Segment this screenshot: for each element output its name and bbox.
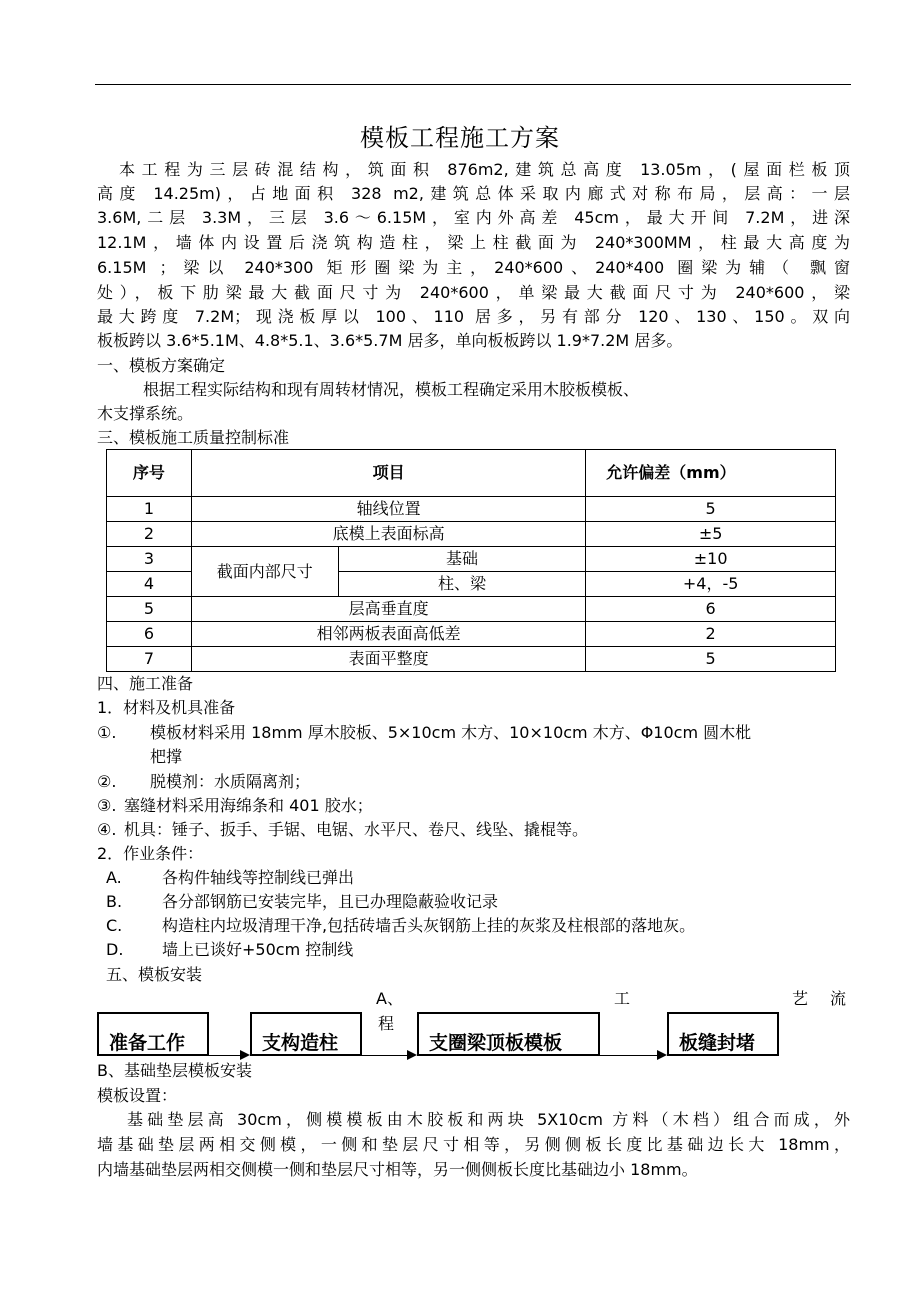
flow-step: 支构造柱	[250, 1012, 362, 1056]
table-row	[107, 622, 836, 647]
intro-line: 本工程为三层砖混结构，筑面积 876m2,建筑总高度 13.05m，(屋面栏板顶	[119, 160, 850, 179]
flow-label-b: 工	[614, 989, 631, 1008]
cell-no: 3	[107, 547, 192, 572]
flow-label-c: 艺	[792, 989, 809, 1008]
list-item: 塞缝材料采用海绵条和 401 胶水；	[124, 796, 373, 815]
settings-label: 模板设置：	[97, 1086, 178, 1105]
header-item: 项目	[191, 450, 585, 497]
section-heading: 五、模板安装	[106, 965, 203, 984]
cell-tolerance: ±10	[586, 547, 836, 572]
paragraph-line: 内墙基础垫层两相交侧模一侧和垫层尺寸相等，另一侧侧板长度比基础边小 18mm。	[97, 1160, 698, 1179]
list-marker: ②.	[97, 772, 117, 791]
section-heading: 一、模板方案确定	[97, 356, 226, 375]
table-row	[107, 497, 836, 522]
cell-tolerance: 2	[586, 622, 836, 647]
section-heading: 三、模板施工质量控制标准	[97, 428, 290, 447]
cell-no: 5	[107, 597, 192, 622]
cell-tolerance: ±5	[586, 522, 836, 547]
quality-standard-table	[106, 449, 836, 672]
list-marker: A.	[106, 868, 122, 887]
cell-tolerance: 5	[586, 647, 836, 672]
paragraph-line: 根据工程实际结构和现有周转材情况，模板工程确定采用木胶板模板、	[143, 380, 640, 399]
flow-label-d: 流	[830, 989, 847, 1008]
subsection-heading: 2．作业条件：	[97, 844, 204, 863]
list-item: 各构件轴线等控制线已弹出	[162, 868, 355, 887]
cell-no: 7	[107, 647, 192, 672]
cell-item: 层高垂直度	[191, 597, 585, 622]
intro-line: 12.1M，墙体内设置后浇筑构造柱，梁上柱截面为 240*300MM，柱最大高度为	[97, 233, 850, 252]
paragraph-line: 墙基础垫层两相交侧模，一侧和垫层尺寸相等，另侧侧板长度比基础边长大 18mm，	[97, 1135, 850, 1154]
list-item: 各分部钢筋已安装完毕，且已办理隐蔽验收记录	[162, 892, 499, 911]
list-marker: D.	[106, 940, 124, 959]
table-row	[107, 597, 836, 622]
intro-line: 3.6M,二层 3.3M，三层 3.6～6.15M，室内外高差 45cm，最大开间 7.2M，进深	[97, 208, 850, 227]
cell-group: 截面内部尺寸	[191, 547, 338, 597]
flow-arrow-line	[600, 1055, 658, 1056]
flow-step: 板缝封堵	[667, 1012, 779, 1056]
cell-item: 表面平整度	[191, 647, 585, 672]
list-marker: ③.	[97, 796, 117, 815]
list-item: 杷撑	[150, 747, 183, 766]
flow-arrow-head	[657, 1050, 667, 1060]
cell-tolerance: 6	[586, 597, 836, 622]
cell-no: 6	[107, 622, 192, 647]
list-marker: C.	[106, 916, 123, 935]
intro-line: 高度 14.25m)，占地面积 328 m2,建筑总体采取内廊式对称布局，层高：一层	[97, 184, 850, 203]
intro-line: 6.15M ；梁以 240*300 矩形圈梁为主，240*600、240*400 圈梁为辅（ 飘窗	[97, 258, 850, 277]
flow-arrow-line	[362, 1055, 408, 1056]
list-item: 构造柱内垃圾清理干净,包括砖墙舌头灰钢筋上挂的灰浆及柱根部的落地灰。	[162, 916, 696, 935]
table-row	[107, 647, 836, 672]
cell-item: 柱、梁	[338, 572, 586, 597]
paragraph-line: 基础垫层高 30cm，侧模模板由木胶板和两块 5X10cm 方料（木档）组合而成，外	[127, 1110, 850, 1129]
flow-step: 准备工作	[97, 1012, 209, 1056]
list-item: 机具：锤子、扳手、手锯、电锯、水平尺、卷尺、线坠、撬棍等。	[124, 820, 589, 839]
list-marker: ④.	[97, 820, 117, 839]
table-row	[107, 547, 836, 572]
intro-line: 最大跨度 7.2M；现浇板厚以 100、110 居多，另有部分 120、130、150。双向	[97, 307, 850, 326]
flow-arrow-head	[240, 1050, 250, 1060]
cell-tolerance: 5	[586, 497, 836, 522]
cell-item: 相邻两板表面高低差	[191, 622, 585, 647]
list-item: 模板材料采用 18mm 厚木胶板、5×10cm 木方、10×10cm 木方、Φ10cm 圆木枇	[150, 723, 752, 742]
table-row	[107, 522, 836, 547]
list-item: 脱模剂：水质隔离剂；	[150, 772, 311, 791]
cell-tolerance: +4，-5	[586, 572, 836, 597]
table-header-row	[107, 450, 836, 497]
cell-no: 4	[107, 572, 192, 597]
flow-step: 支圈梁顶板模板	[417, 1012, 600, 1056]
cell-item: 基础	[338, 547, 586, 572]
header-tolerance: 允许偏差（mm）	[586, 450, 836, 497]
intro-line: 处），板下肋梁最大截面尺寸为 240*600，单梁最大截面尺寸为 240*600，梁	[97, 283, 850, 302]
intro-line: 板板跨以 3.6*5.1M、4.8*5.1、3.6*5.7M 居多，单向板板跨以 1.9*7.2M 居多。	[97, 331, 683, 350]
cell-item: 轴线位置	[191, 497, 585, 522]
subsection-heading: 1．材料及机具准备	[97, 698, 236, 717]
document-title: 模板工程施工方案	[360, 124, 560, 152]
list-item: 墙上已谈好+50cm 控制线	[162, 940, 354, 959]
subsection-heading: B、基础垫层模板安装	[97, 1061, 252, 1080]
cell-no: 2	[107, 522, 192, 547]
list-marker: ①.	[97, 723, 117, 742]
list-marker: B.	[106, 892, 123, 911]
flow-arrow-head	[407, 1050, 417, 1060]
cell-item: 底模上表面标高	[191, 522, 585, 547]
paragraph-line: 木支撑系统。	[97, 404, 194, 423]
section-heading: 四、施工准备	[97, 674, 194, 693]
flow-label-a: A、	[376, 989, 403, 1008]
cell-no: 1	[107, 497, 192, 522]
flow-label-e: 程	[378, 1014, 395, 1033]
header-no: 序号	[107, 450, 192, 497]
flow-arrow-line	[209, 1055, 241, 1056]
header-rule	[95, 84, 851, 85]
